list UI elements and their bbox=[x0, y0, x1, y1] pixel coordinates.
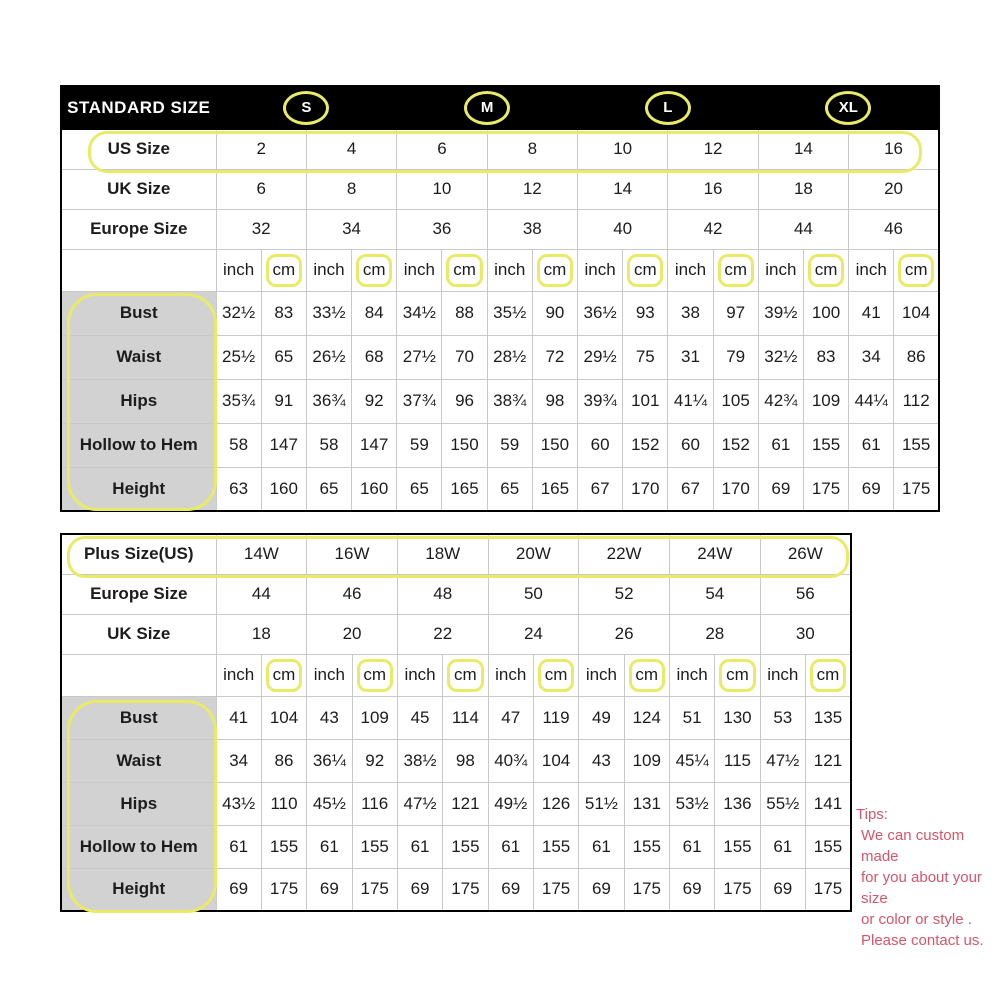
measure-row bbox=[61, 825, 851, 868]
measure-value-cell: 79 bbox=[713, 335, 758, 379]
size-value-cell: 44 bbox=[216, 574, 307, 614]
measure-value-cell: 170 bbox=[713, 467, 758, 511]
inch-unit-cell: inch bbox=[760, 654, 805, 696]
size-group-cell bbox=[758, 86, 939, 129]
measure-row-label: Bust bbox=[61, 291, 216, 335]
size-value-cell: 8 bbox=[306, 169, 396, 209]
measure-value-cell: 25½ bbox=[216, 335, 261, 379]
measure-value-cell: 65 bbox=[487, 467, 532, 511]
measure-value-cell: 69 bbox=[488, 868, 533, 911]
size-value-cell: 52 bbox=[579, 574, 670, 614]
inch-unit-cell: inch bbox=[397, 654, 442, 696]
measure-value-cell: 69 bbox=[216, 868, 261, 911]
size-group-circle-m: M bbox=[464, 91, 510, 125]
size-value-cell: 12 bbox=[668, 129, 758, 169]
measure-value-cell: 51 bbox=[669, 696, 714, 739]
tips-line: Please contact us. bbox=[861, 932, 984, 949]
cm-unit-cell: cm bbox=[443, 654, 488, 696]
measure-value-cell: 135 bbox=[805, 696, 851, 739]
measure-value-cell: 91 bbox=[261, 379, 306, 423]
inch-unit-cell: inch bbox=[216, 249, 261, 291]
measure-value-cell: 36¼ bbox=[307, 739, 352, 782]
measure-value-cell: 155 bbox=[803, 423, 848, 467]
measure-value-cell: 61 bbox=[579, 825, 624, 868]
custom-made-tips bbox=[856, 804, 998, 951]
size-value-cell: 30 bbox=[760, 614, 851, 654]
measure-value-cell: 175 bbox=[805, 868, 851, 911]
measure-value-cell: 155 bbox=[715, 825, 760, 868]
measure-value-cell: 41¼ bbox=[668, 379, 713, 423]
measure-value-cell: 44¼ bbox=[849, 379, 894, 423]
measure-value-cell: 109 bbox=[352, 696, 397, 739]
size-row bbox=[61, 129, 939, 169]
measure-value-cell: 150 bbox=[442, 423, 487, 467]
size-value-cell: 20 bbox=[307, 614, 398, 654]
measure-value-cell: 45 bbox=[397, 696, 442, 739]
measure-row bbox=[61, 291, 939, 335]
measure-value-cell: 65 bbox=[397, 467, 442, 511]
measure-value-cell: 110 bbox=[261, 782, 306, 825]
measure-value-cell: 70 bbox=[442, 335, 487, 379]
measure-value-cell: 100 bbox=[803, 291, 848, 335]
measure-value-cell: 155 bbox=[624, 825, 669, 868]
size-value-cell: 24 bbox=[488, 614, 579, 654]
measure-row bbox=[61, 379, 939, 423]
measure-row-label: Height bbox=[61, 868, 216, 911]
size-value-cell: 28 bbox=[669, 614, 760, 654]
measure-value-cell: 29½ bbox=[578, 335, 623, 379]
measure-value-cell: 136 bbox=[715, 782, 760, 825]
inch-unit-cell: inch bbox=[216, 654, 261, 696]
measure-value-cell: 165 bbox=[532, 467, 577, 511]
measure-value-cell: 31 bbox=[668, 335, 713, 379]
measure-value-cell: 165 bbox=[442, 467, 487, 511]
measure-row bbox=[61, 696, 851, 739]
size-group-cell bbox=[397, 86, 578, 129]
measure-value-cell: 35½ bbox=[487, 291, 532, 335]
measure-value-cell: 72 bbox=[532, 335, 577, 379]
size-value-cell: 34 bbox=[306, 209, 396, 249]
measure-value-cell: 34 bbox=[216, 739, 261, 782]
standard-header-row bbox=[61, 86, 939, 129]
measure-value-cell: 63 bbox=[216, 467, 261, 511]
inch-unit-cell: inch bbox=[668, 249, 713, 291]
inch-unit-cell: inch bbox=[849, 249, 894, 291]
size-value-cell: 48 bbox=[397, 574, 488, 614]
cm-unit-cell: cm bbox=[894, 249, 939, 291]
inch-unit-cell: inch bbox=[578, 249, 623, 291]
measure-value-cell: 92 bbox=[352, 739, 397, 782]
size-value-cell: 16W bbox=[307, 534, 398, 574]
measure-value-cell: 55½ bbox=[760, 782, 805, 825]
measure-row bbox=[61, 868, 851, 911]
size-row bbox=[61, 574, 851, 614]
measure-value-cell: 68 bbox=[352, 335, 397, 379]
measure-value-cell: 104 bbox=[261, 696, 306, 739]
measure-value-cell: 49½ bbox=[488, 782, 533, 825]
size-value-cell: 10 bbox=[397, 169, 487, 209]
measure-value-cell: 60 bbox=[668, 423, 713, 467]
measure-value-cell: 116 bbox=[352, 782, 397, 825]
measure-value-cell: 47½ bbox=[760, 739, 805, 782]
measure-value-cell: 61 bbox=[758, 423, 803, 467]
tips-line: We can custom made bbox=[861, 827, 965, 865]
measure-value-cell: 86 bbox=[261, 739, 306, 782]
standard-size-title: STANDARD SIZE bbox=[61, 86, 216, 129]
measure-value-cell: 51½ bbox=[579, 782, 624, 825]
measure-row bbox=[61, 467, 939, 511]
measure-value-cell: 160 bbox=[352, 467, 397, 511]
measure-value-cell: 32½ bbox=[758, 335, 803, 379]
measure-value-cell: 84 bbox=[352, 291, 397, 335]
measure-value-cell: 83 bbox=[261, 291, 306, 335]
measure-value-cell: 61 bbox=[849, 423, 894, 467]
measure-value-cell: 101 bbox=[623, 379, 668, 423]
measure-value-cell: 86 bbox=[894, 335, 939, 379]
cm-unit-cell: cm bbox=[352, 654, 397, 696]
size-value-cell: 20W bbox=[488, 534, 579, 574]
size-row bbox=[61, 169, 939, 209]
measure-value-cell: 75 bbox=[623, 335, 668, 379]
size-value-cell: 44 bbox=[758, 209, 848, 249]
measure-value-cell: 36¾ bbox=[306, 379, 351, 423]
size-value-cell: 4 bbox=[306, 129, 396, 169]
size-value-cell: 12 bbox=[487, 169, 577, 209]
measure-value-cell: 58 bbox=[306, 423, 351, 467]
measure-value-cell: 33½ bbox=[306, 291, 351, 335]
measure-value-cell: 39½ bbox=[758, 291, 803, 335]
measure-value-cell: 130 bbox=[715, 696, 760, 739]
measure-row-label: Hollow to Hem bbox=[61, 423, 216, 467]
measure-row-label: Waist bbox=[61, 335, 216, 379]
measure-value-cell: 155 bbox=[805, 825, 851, 868]
size-value-cell: 20 bbox=[849, 169, 939, 209]
measure-value-cell: 32½ bbox=[216, 291, 261, 335]
measure-value-cell: 119 bbox=[533, 696, 578, 739]
cm-unit-cell: cm bbox=[624, 654, 669, 696]
measure-row bbox=[61, 739, 851, 782]
size-row bbox=[61, 209, 939, 249]
size-row-label: Europe Size bbox=[61, 209, 216, 249]
measure-value-cell: 38¾ bbox=[487, 379, 532, 423]
measure-row-label: Hips bbox=[61, 379, 216, 423]
size-value-cell: 46 bbox=[849, 209, 939, 249]
measure-value-cell: 61 bbox=[216, 825, 261, 868]
measure-value-cell: 88 bbox=[442, 291, 487, 335]
measure-value-cell: 53 bbox=[760, 696, 805, 739]
measure-value-cell: 34½ bbox=[397, 291, 442, 335]
measure-value-cell: 43 bbox=[307, 696, 352, 739]
size-group-circle-xl: XL bbox=[825, 91, 871, 125]
measure-value-cell: 155 bbox=[443, 825, 488, 868]
size-value-cell: 26 bbox=[579, 614, 670, 654]
measure-value-cell: 131 bbox=[624, 782, 669, 825]
size-value-cell: 40 bbox=[578, 209, 668, 249]
measure-value-cell: 152 bbox=[623, 423, 668, 467]
measure-value-cell: 126 bbox=[533, 782, 578, 825]
measure-value-cell: 47½ bbox=[397, 782, 442, 825]
cm-unit-cell: cm bbox=[803, 249, 848, 291]
size-value-cell: 18 bbox=[758, 169, 848, 209]
size-group-circle-s: S bbox=[283, 91, 329, 125]
units-row-label bbox=[61, 654, 216, 696]
cm-unit-cell: cm bbox=[261, 249, 306, 291]
measure-value-cell: 152 bbox=[713, 423, 758, 467]
cm-unit-cell: cm bbox=[442, 249, 487, 291]
size-value-cell: 24W bbox=[669, 534, 760, 574]
size-row bbox=[61, 534, 851, 574]
cm-unit-cell: cm bbox=[352, 249, 397, 291]
cm-unit-cell: cm bbox=[623, 249, 668, 291]
measure-value-cell: 43 bbox=[579, 739, 624, 782]
size-value-cell: 6 bbox=[397, 129, 487, 169]
measure-value-cell: 69 bbox=[849, 467, 894, 511]
measure-value-cell: 45½ bbox=[307, 782, 352, 825]
measure-value-cell: 175 bbox=[894, 467, 939, 511]
size-value-cell: 42 bbox=[668, 209, 758, 249]
inch-unit-cell: inch bbox=[307, 654, 352, 696]
size-row-label: UK Size bbox=[61, 614, 216, 654]
measure-value-cell: 175 bbox=[715, 868, 760, 911]
measure-value-cell: 175 bbox=[443, 868, 488, 911]
inch-unit-cell: inch bbox=[397, 249, 442, 291]
measure-value-cell: 45¼ bbox=[669, 739, 714, 782]
size-value-cell: 2 bbox=[216, 129, 306, 169]
inch-unit-cell: inch bbox=[487, 249, 532, 291]
measure-value-cell: 175 bbox=[624, 868, 669, 911]
measure-value-cell: 38½ bbox=[397, 739, 442, 782]
inch-unit-cell: inch bbox=[758, 249, 803, 291]
plus-size-table bbox=[60, 533, 852, 912]
size-value-cell: 46 bbox=[307, 574, 398, 614]
measure-value-cell: 38 bbox=[668, 291, 713, 335]
measure-value-cell: 155 bbox=[894, 423, 939, 467]
measure-value-cell: 26½ bbox=[306, 335, 351, 379]
measure-value-cell: 28½ bbox=[487, 335, 532, 379]
size-value-cell: 18 bbox=[216, 614, 307, 654]
units-row bbox=[61, 249, 939, 291]
size-value-cell: 14W bbox=[216, 534, 307, 574]
measure-row bbox=[61, 782, 851, 825]
size-value-cell: 38 bbox=[487, 209, 577, 249]
tips-title: Tips: bbox=[856, 806, 888, 823]
measure-value-cell: 109 bbox=[803, 379, 848, 423]
measure-value-cell: 61 bbox=[669, 825, 714, 868]
measure-value-cell: 175 bbox=[803, 467, 848, 511]
measure-row-label: Waist bbox=[61, 739, 216, 782]
measure-value-cell: 49 bbox=[579, 696, 624, 739]
measure-value-cell: 105 bbox=[713, 379, 758, 423]
size-row-label: US Size bbox=[61, 129, 216, 169]
measure-value-cell: 112 bbox=[894, 379, 939, 423]
measure-value-cell: 69 bbox=[758, 467, 803, 511]
size-group-cell bbox=[578, 86, 759, 129]
size-value-cell: 32 bbox=[216, 209, 306, 249]
measure-value-cell: 61 bbox=[488, 825, 533, 868]
measure-value-cell: 41 bbox=[849, 291, 894, 335]
size-value-cell: 6 bbox=[216, 169, 306, 209]
measure-value-cell: 61 bbox=[760, 825, 805, 868]
measure-value-cell: 98 bbox=[532, 379, 577, 423]
measure-value-cell: 150 bbox=[532, 423, 577, 467]
measure-value-cell: 69 bbox=[579, 868, 624, 911]
size-value-cell: 16 bbox=[849, 129, 939, 169]
measure-row-label: Bust bbox=[61, 696, 216, 739]
measure-value-cell: 67 bbox=[668, 467, 713, 511]
standard-size-section bbox=[60, 85, 940, 512]
measure-value-cell: 67 bbox=[578, 467, 623, 511]
units-row bbox=[61, 654, 851, 696]
measure-value-cell: 115 bbox=[715, 739, 760, 782]
inch-unit-cell: inch bbox=[669, 654, 714, 696]
measure-value-cell: 104 bbox=[533, 739, 578, 782]
measure-value-cell: 59 bbox=[397, 423, 442, 467]
size-row-label: Europe Size bbox=[61, 574, 216, 614]
size-value-cell: 22W bbox=[579, 534, 670, 574]
measure-value-cell: 121 bbox=[805, 739, 851, 782]
measure-value-cell: 60 bbox=[578, 423, 623, 467]
units-row-label bbox=[61, 249, 216, 291]
measure-value-cell: 59 bbox=[487, 423, 532, 467]
cm-unit-cell: cm bbox=[532, 249, 577, 291]
measure-value-cell: 69 bbox=[397, 868, 442, 911]
measure-row-label: Height bbox=[61, 467, 216, 511]
measure-value-cell: 34 bbox=[849, 335, 894, 379]
inch-unit-cell: inch bbox=[579, 654, 624, 696]
measure-value-cell: 160 bbox=[261, 467, 306, 511]
measure-value-cell: 170 bbox=[623, 467, 668, 511]
size-row bbox=[61, 614, 851, 654]
measure-value-cell: 114 bbox=[443, 696, 488, 739]
measure-row-label: Hollow to Hem bbox=[61, 825, 216, 868]
size-row-label: Plus Size(US) bbox=[61, 534, 216, 574]
measure-value-cell: 175 bbox=[261, 868, 306, 911]
measure-row bbox=[61, 335, 939, 379]
measure-value-cell: 41 bbox=[216, 696, 261, 739]
measure-value-cell: 40¾ bbox=[488, 739, 533, 782]
size-value-cell: 14 bbox=[578, 169, 668, 209]
measure-value-cell: 155 bbox=[533, 825, 578, 868]
measure-value-cell: 98 bbox=[443, 739, 488, 782]
size-value-cell: 54 bbox=[669, 574, 760, 614]
standard-size-table bbox=[60, 85, 940, 512]
measure-value-cell: 90 bbox=[532, 291, 577, 335]
size-value-cell: 50 bbox=[488, 574, 579, 614]
measure-value-cell: 155 bbox=[261, 825, 306, 868]
measure-value-cell: 58 bbox=[216, 423, 261, 467]
size-value-cell: 56 bbox=[760, 574, 851, 614]
measure-row bbox=[61, 423, 939, 467]
size-group-cell bbox=[216, 86, 397, 129]
cm-unit-cell: cm bbox=[713, 249, 758, 291]
size-value-cell: 22 bbox=[397, 614, 488, 654]
measure-value-cell: 36½ bbox=[578, 291, 623, 335]
measure-value-cell: 69 bbox=[307, 868, 352, 911]
measure-value-cell: 155 bbox=[352, 825, 397, 868]
measure-value-cell: 43½ bbox=[216, 782, 261, 825]
size-value-cell: 36 bbox=[397, 209, 487, 249]
measure-value-cell: 147 bbox=[352, 423, 397, 467]
measure-value-cell: 147 bbox=[261, 423, 306, 467]
measure-value-cell: 35¾ bbox=[216, 379, 261, 423]
inch-unit-cell: inch bbox=[306, 249, 351, 291]
size-value-cell: 26W bbox=[760, 534, 851, 574]
tips-line: for you about your size bbox=[861, 869, 982, 907]
measure-value-cell: 93 bbox=[623, 291, 668, 335]
cm-unit-cell: cm bbox=[533, 654, 578, 696]
size-value-cell: 18W bbox=[397, 534, 488, 574]
measure-value-cell: 141 bbox=[805, 782, 851, 825]
cm-unit-cell: cm bbox=[715, 654, 760, 696]
size-value-cell: 14 bbox=[758, 129, 848, 169]
measure-value-cell: 69 bbox=[669, 868, 714, 911]
measure-value-cell: 65 bbox=[261, 335, 306, 379]
inch-unit-cell: inch bbox=[488, 654, 533, 696]
measure-value-cell: 124 bbox=[624, 696, 669, 739]
measure-value-cell: 37¾ bbox=[397, 379, 442, 423]
measure-row-label: Hips bbox=[61, 782, 216, 825]
measure-value-cell: 61 bbox=[397, 825, 442, 868]
tips-line: or color or style . bbox=[861, 911, 972, 928]
measure-value-cell: 104 bbox=[894, 291, 939, 335]
size-value-cell: 8 bbox=[487, 129, 577, 169]
measure-value-cell: 121 bbox=[443, 782, 488, 825]
measure-value-cell: 83 bbox=[803, 335, 848, 379]
measure-value-cell: 92 bbox=[352, 379, 397, 423]
measure-value-cell: 53½ bbox=[669, 782, 714, 825]
size-value-cell: 16 bbox=[668, 169, 758, 209]
measure-value-cell: 61 bbox=[307, 825, 352, 868]
measure-value-cell: 109 bbox=[624, 739, 669, 782]
measure-value-cell: 69 bbox=[760, 868, 805, 911]
measure-value-cell: 175 bbox=[352, 868, 397, 911]
measure-value-cell: 39¾ bbox=[578, 379, 623, 423]
measure-value-cell: 175 bbox=[533, 868, 578, 911]
size-group-circle-l: L bbox=[645, 91, 691, 125]
size-row-label: UK Size bbox=[61, 169, 216, 209]
measure-value-cell: 96 bbox=[442, 379, 487, 423]
measure-value-cell: 42¾ bbox=[758, 379, 803, 423]
measure-value-cell: 47 bbox=[488, 696, 533, 739]
measure-value-cell: 65 bbox=[306, 467, 351, 511]
cm-unit-cell: cm bbox=[261, 654, 306, 696]
measure-value-cell: 97 bbox=[713, 291, 758, 335]
plus-size-section bbox=[60, 533, 852, 912]
cm-unit-cell: cm bbox=[805, 654, 851, 696]
size-value-cell: 10 bbox=[578, 129, 668, 169]
measure-value-cell: 27½ bbox=[397, 335, 442, 379]
